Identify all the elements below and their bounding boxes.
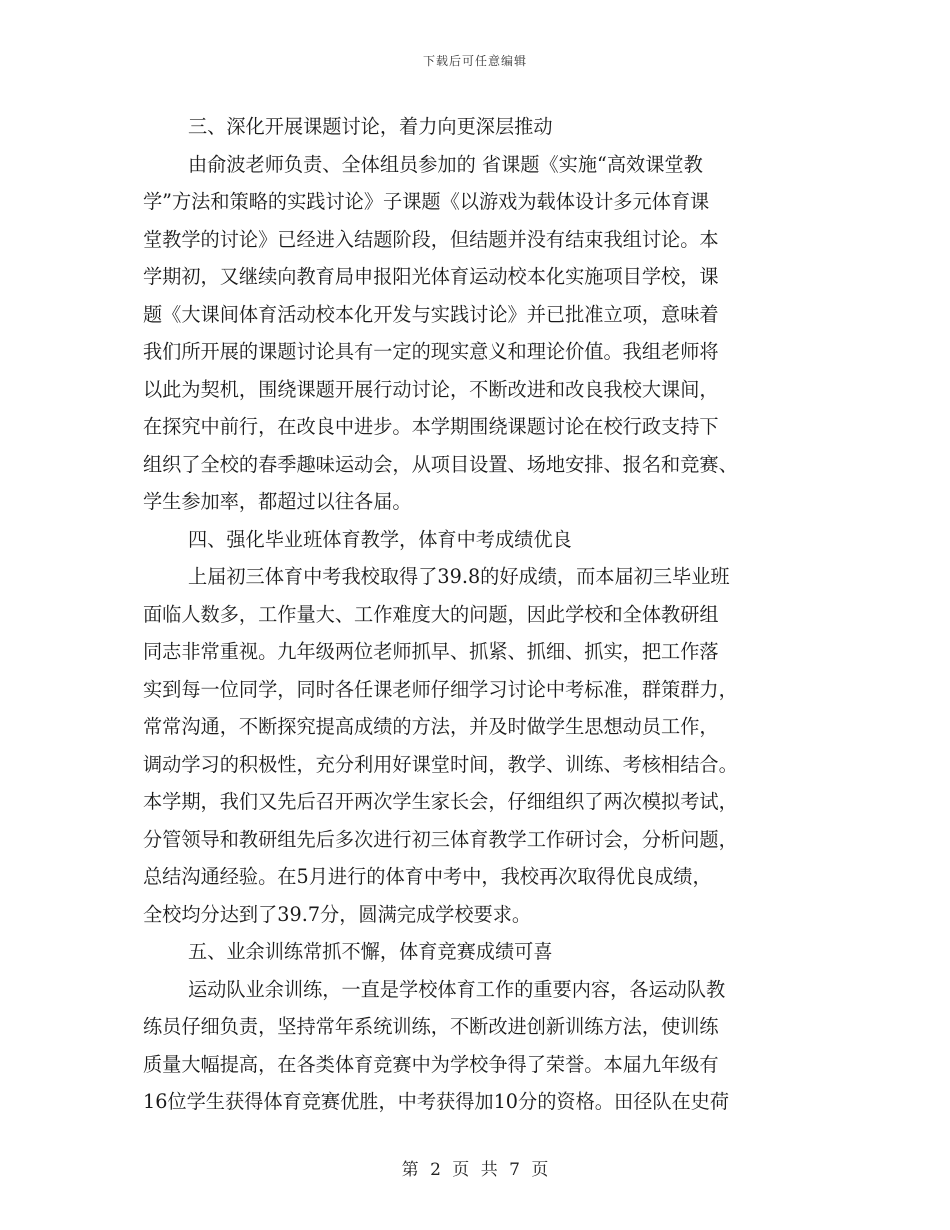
text-line: 总结沟通经验。在5月进行的体育中考中，我校再次取得优良成绩，: [143, 865, 712, 888]
text-line: 本学期，我们又先后召开两次学生家长会，仔细组织了两次模拟考试，: [143, 790, 738, 813]
text-line: 16位学生获得体育竞赛优胜，中考获得加10分的资格。田径队在史荷: [143, 1090, 730, 1113]
text-line: 学生参加率，都超过以往各届。: [143, 490, 412, 513]
text-line: 组织了全校的春季趣味运动会，从项目设置、场地安排、报名和竞赛、: [143, 452, 738, 476]
text-line: 由俞波老师负责、全体组员参加的 省课题《实施“高效课堂教: [188, 152, 703, 176]
text-line: 三、深化开展课题讨论，着力向更深层推动: [188, 115, 553, 138]
text-line: 常常沟通，不断探究提高成绩的方法，并及时做学生思想动员工作，: [143, 715, 719, 738]
text-line: 堂教学的讨论》已经进入结题阶段，但结题并没有结束我组讨论。本: [143, 227, 719, 251]
text-line: 运动队业余训练，一直是学校体育工作的重要内容，各运动队教: [188, 977, 726, 1001]
text-line: 以此为契机，围绕课题开展行动讨论，不断改进和改良我校大课间，: [143, 377, 719, 401]
text-line: 学”方法和策略的实践讨论》子课题《以游戏为载体设计多元体育课: [143, 190, 710, 213]
text-line: 调动学习的积极性，充分利用好课堂时间，教学、训练、考核相结合。: [143, 752, 738, 776]
text-line: 上届初三体育中考我校取得了39.8的好成绩，而本届初三毕业班: [188, 565, 730, 588]
text-line: 我们所开展的课题讨论具有一定的现实意义和理论价值。我组老师将: [143, 340, 719, 363]
text-line: 分管领导和教研组先后多次进行初三体育教学工作研讨会，分析问题，: [143, 827, 738, 851]
text-line: 实到每一位同学，同时各任课老师仔细学习讨论中考标准，群策群力，: [143, 677, 738, 701]
text-line: 在探究中前行，在改良中进步。本学期围绕课题讨论在校行政支持下: [143, 415, 719, 438]
text-line: 五、业余训练常抓不懈，体育竞赛成绩可喜: [188, 940, 553, 963]
text-line: 四、强化毕业班体育教学，体育中考成绩优良: [188, 527, 572, 551]
page-header: 下载后可任意编辑: [422, 54, 527, 68]
page-footer: 第 2 页 共 7 页: [401, 1160, 549, 1180]
text-line: 同志非常重视。九年级两位老师抓早、抓紧、抓细、抓实，把工作落: [143, 640, 719, 663]
text-line: 题《大课间体育活动校本化开发与实践讨论》并已批准立项，意味着: [143, 302, 719, 326]
text-line: 学期初，又继续向教育局申报阳光体育运动校本化实施项目学校，课: [143, 265, 719, 288]
document-body: [143, 108, 811, 1121]
text-line: 全校均分达到了39.7分，圆满完成学校要求。: [143, 902, 532, 926]
text-line: 质量大幅提高，在各类体育竞赛中为学校争得了荣誉。本届九年级有: [143, 1052, 719, 1076]
text-line: 面临人数多，工作量大、工作难度大的问题，因此学校和全体教研组: [143, 602, 719, 626]
text-line: 练员仔细负责，坚持常年系统训练，不断改进创新训练方法，使训练: [143, 1015, 719, 1038]
